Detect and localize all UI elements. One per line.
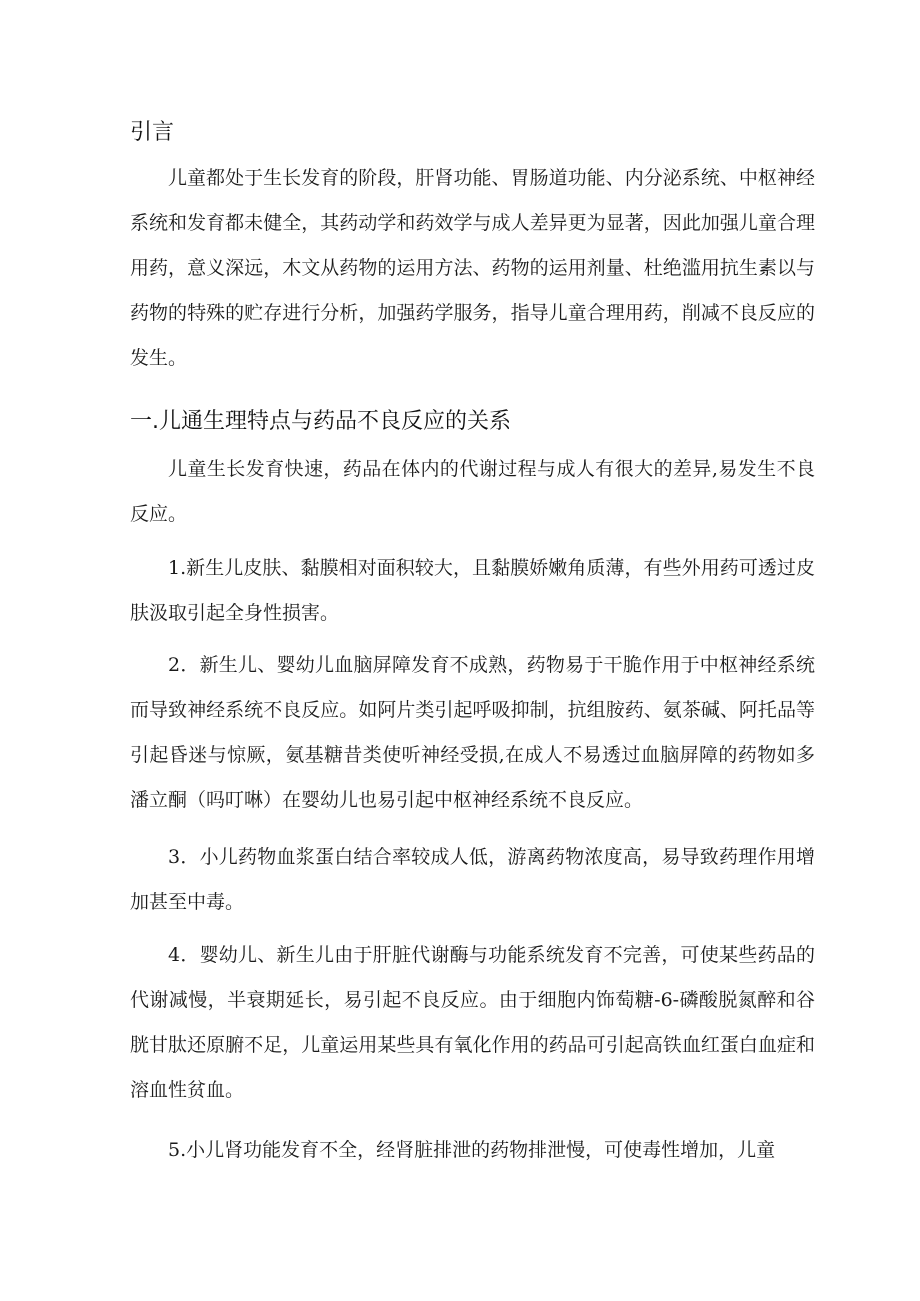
intro-heading: 引言 [130,120,175,145]
intro-paragraph: 儿童都处于生长发育的阶段，肝肾功能、胃肠道功能、内分泌系统、中枢神经系统和发育都未健全，其药动学和药效学与成人差异更为显著，因此加强儿童合理用药，意义深远，木文从药物的运用方法、药物的运用剂量、杜绝滥用抗生素以与药物的特殊的贮存进行分析，加强药学服务，指导儿童合理用药，削减不良反应的发生。 [130,167,815,369]
list-item: 1.新生儿皮肤、黏膜相对面积较大，且黏膜娇嫩角质薄，有些外用药可透过皮肤汲取引起全身性损害。 [130,557,815,624]
list-item: 5.小儿肾功能发育不全，经肾脏排泄的药物排泄慢，可使毒性增加，儿童 [168,1139,776,1161]
list-item: 3．小儿药物血浆蛋白结合率较成人低，游离药物浓度高，易导致药理作用增加甚至中毒。 [130,846,815,913]
section1-heading: 一.儿通生理特点与药品不良反应的关系 [130,409,511,434]
list-item: 4．婴幼儿、新生儿由于肝脏代谢酶与功能系统发育不完善，可使某些药品的代谢减慢，半衰期延长，易引起不良反应。由于细胞内饰萄糖-6-磷酸脱氮醉和谷胱甘肽还原腑不足，儿童运用某些具有氧化作用的药品可引起高铁血红蛋白血症和溶血性贫血。 [130,944,815,1101]
list-item: 2．新生儿、婴幼儿血脑屏障发育不成熟，药物易于干脆作用于中枢神经系统而导致神经系统不良反应。如阿片类引起呼吸抑制，抗组胺药、氨茶碱、阿托品等引起昏迷与惊厥，氨基糖昔类使听神经受损,在成人不易透过血脑屏障的药物如多潘立酮（吗叮啉）在婴幼儿也易引起中枢神经系统不良反应。 [130,654,815,811]
section1-intro-paragraph: 儿童生长发育快速，药品在体内的代谢过程与成人有很大的差异,易发生不良反应。 [130,458,815,525]
